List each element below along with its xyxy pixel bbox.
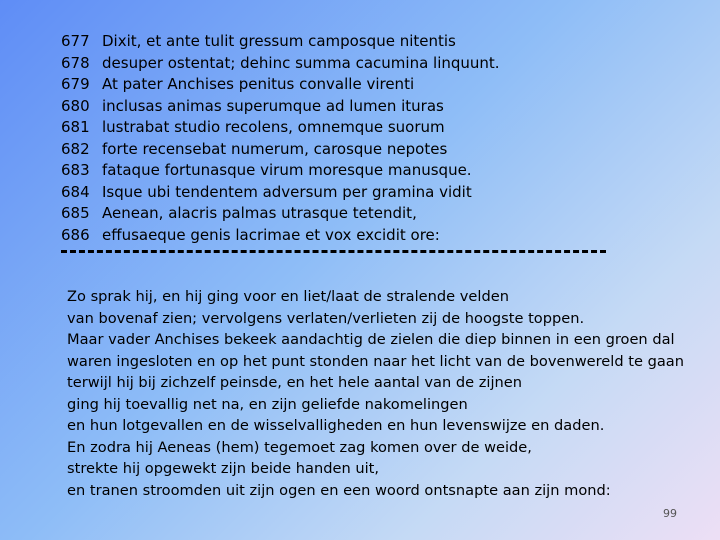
dutch-translation-block (67, 286, 684, 501)
latin-verse: effusaeque genis lacrimae et vox excidit ore: (102, 225, 440, 244)
latin-line (61, 96, 500, 118)
translation-line: En zodra hij Aeneas (hem) tegemoet zag komen over de weide, (67, 438, 532, 456)
line-number: 678 (61, 53, 90, 72)
latin-line (61, 53, 500, 75)
latin-text-block (61, 31, 500, 246)
latin-verse: At pater Anchises penitus convalle virenti (102, 75, 415, 93)
line-number: 682 (61, 139, 90, 158)
line-number: 685 (61, 204, 90, 222)
line-number: 683 (61, 161, 90, 179)
latin-line (61, 182, 500, 204)
latin-verse: desuper ostentat; dehinc summa cacumina linquunt. (102, 53, 500, 72)
line-number: 684 (61, 182, 90, 201)
latin-line (61, 160, 500, 182)
translation-line: van bovenaf zien; vervolgens verlaten/verlieten zij de hoogste toppen. (67, 309, 585, 327)
translation-line: en tranen stroomden uit zijn ogen en een woord ontsnapte aan zijn mond: (67, 481, 611, 499)
line-number: 680 (61, 96, 90, 115)
line-number: 677 (61, 32, 90, 50)
dashed-divider (61, 250, 606, 253)
page-number: 99 (663, 507, 677, 520)
latin-line (61, 203, 500, 225)
latin-line (61, 74, 500, 96)
translation-line: Maar vader Anchises bekeek aandachtig de zielen die diep binnen in een groen dal (67, 331, 675, 348)
line-number: 681 (61, 118, 90, 136)
translation-line: ging hij toevallig net na, en zijn geliefde nakomelingen (67, 395, 468, 413)
latin-verse: forte recensebat numerum, carosque nepotes (102, 139, 448, 158)
translation-line: Zo sprak hij, en hij ging voor en liet/laat de stralende velden (67, 288, 509, 305)
latin-line (61, 117, 500, 139)
line-number: 686 (61, 225, 90, 244)
translation-line: en hun lotgevallen en de wisselvalligheden en hun levenswijze en daden. (67, 417, 605, 434)
latin-line (61, 139, 500, 161)
translation-line: waren ingesloten en op het punt stonden naar het licht van de bovenwereld te gaan (67, 352, 684, 370)
latin-verse: Dixit, et ante tulit gressum camposque nitentis (102, 32, 456, 50)
translation-line: terwijl hij bij zichzelf peinsde, en het hele aantal van de zijnen (67, 374, 523, 391)
latin-line (61, 225, 500, 247)
line-number: 679 (61, 75, 90, 93)
latin-verse: Aenean, alacris palmas utrasque tetendit, (102, 204, 417, 222)
latin-verse: inclusas animas superumque ad lumen ituras (102, 96, 444, 115)
latin-line (61, 31, 500, 53)
translation-line: strekte hij opgewekt zijn beide handen uit, (67, 460, 380, 477)
latin-verse: fataque fortunasque virum moresque manusque. (102, 161, 472, 179)
latin-verse: lustrabat studio recolens, omnemque suorum (102, 118, 445, 136)
latin-verse: Isque ubi tendentem adversum per gramina vidit (102, 182, 472, 201)
